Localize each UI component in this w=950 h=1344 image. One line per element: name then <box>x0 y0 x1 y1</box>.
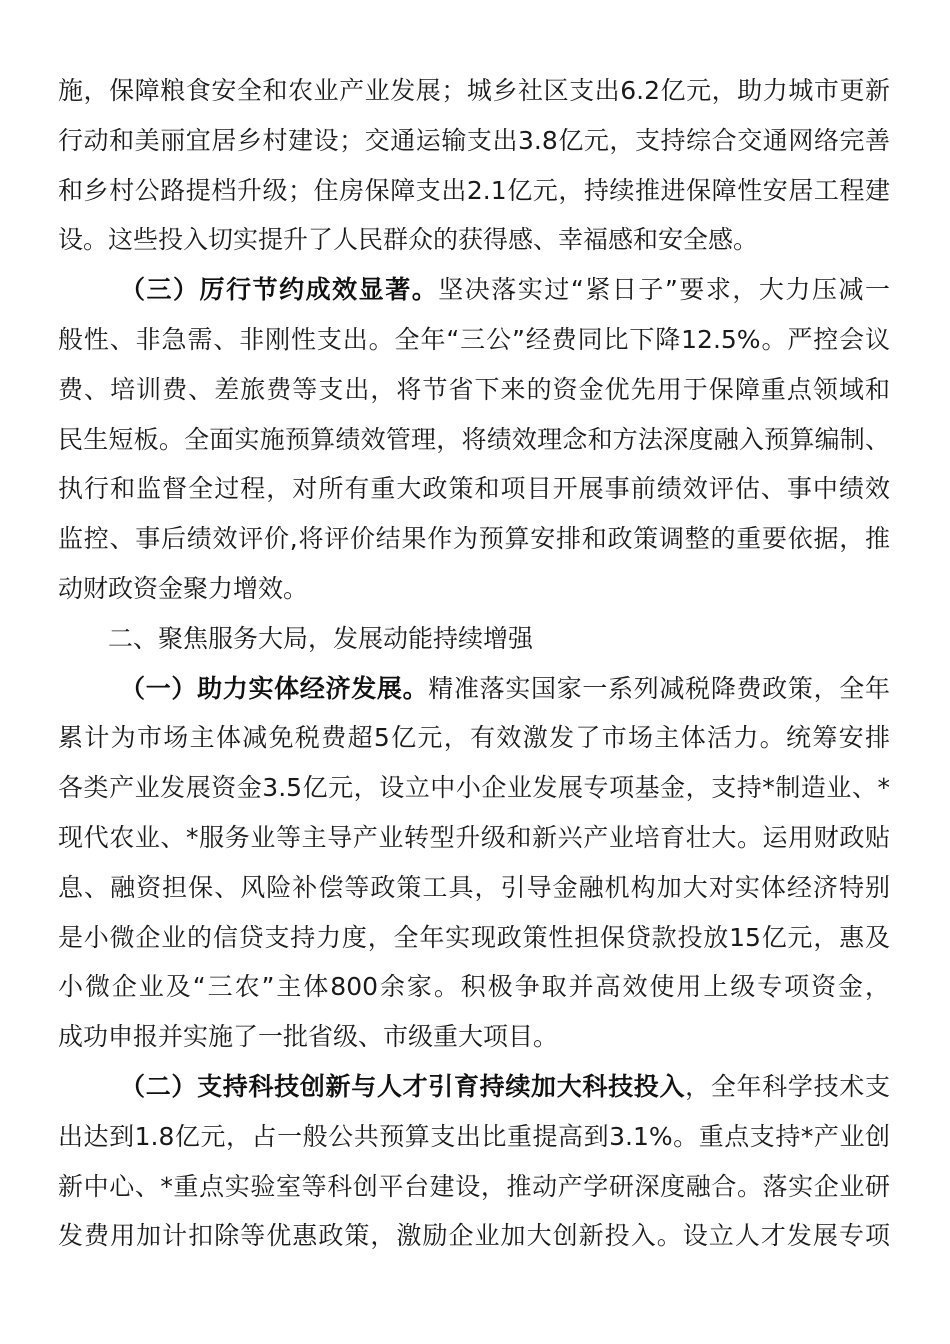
text-line: 设。这些投入切实提升了人民群众的获得感、幸福感和安全感。 <box>58 225 759 255</box>
text-run: 精准落实国家一系列减税降费政策，全年 <box>428 673 890 703</box>
text-line: 各类产业发展资金3.5亿元，设立中小企业发展专项基金，支持*制造业、* <box>58 773 890 803</box>
paragraph-livelihood-spending <box>58 66 890 265</box>
text-run: ，全年科学技术支 <box>685 1071 890 1101</box>
paragraph-first-line <box>58 664 890 714</box>
document-page <box>58 66 890 1261</box>
subsection-heading: （一）助力实体经济发展。 <box>120 673 429 703</box>
text-line: 现代农业、*服务业等主导产业转型升级和新兴产业培育壮大。运用财政贴 <box>58 822 890 852</box>
paragraph-first-line <box>58 1062 890 1112</box>
text-line: 小微企业及“三农”主体800余家。积极争取并高效使用上级专项资金， <box>58 972 890 1002</box>
text-line: 息、融资担保、风险补偿等政策工具，引导金融机构加大对实体经济特别 <box>58 872 890 902</box>
text-run: 坚决落实过“紧日子”要求，大力压减一 <box>438 275 890 305</box>
paragraph-real-economy <box>58 664 890 1062</box>
section-heading <box>58 614 890 664</box>
text-line: 累计为市场主体减免税费超5亿元，有效激发了市场主体活力。统筹安排 <box>58 723 890 753</box>
text-line: 监控、事后绩效评价,将评价结果作为预算安排和政策调整的重要依据，推 <box>58 524 890 554</box>
text-line: 和乡村公路提档升级；住房保障支出2.1亿元，持续推进保障性安居工程建 <box>58 175 890 205</box>
text-line: 是小微企业的信贷支持力度，全年实现政策性担保贷款投放15亿元，惠及 <box>58 922 890 952</box>
subsection-heading: （三）厉行节约成效显著。 <box>120 275 439 305</box>
text-line: 施，保障粮食安全和农业产业发展；城乡社区支出6.2亿元，助力城市更新 <box>58 76 890 105</box>
paragraph-frugality <box>58 265 890 614</box>
text-line: 发费用加计扣除等优惠政策，激励企业加大创新投入。设立人才发展专项 <box>58 1221 890 1251</box>
text-line: 般性、非急需、非刚性支出。全年“三公”经费同比下降12.5%。严控会议 <box>58 324 890 354</box>
text-line: 出达到1.8亿元，占一般公共预算支出比重提高到3.1%。重点支持*产业创 <box>58 1121 890 1151</box>
text-line: 新中心、*重点实验室等科创平台建设，推动产学研深度融合。落实企业研 <box>58 1171 890 1201</box>
text-line: 民生短板。全面实施预算绩效管理，将绩效理念和方法深度融入预算编制、 <box>58 424 890 454</box>
text-line: 动财政资金聚力增效。 <box>58 573 309 603</box>
section-title: 二、聚焦服务大局，发展动能持续增强 <box>108 623 534 653</box>
paragraph-first-line <box>58 265 890 315</box>
text-line: 成功申报并实施了一批省级、市级重大项目。 <box>58 1022 559 1052</box>
text-line: 执行和监督全过程，对所有重大政策和项目开展事前绩效评估、事中绩效 <box>58 474 890 504</box>
paragraph-innovation <box>58 1062 890 1261</box>
subsection-heading: （二）支持科技创新与人才引育持续加大科技投入 <box>120 1071 686 1101</box>
text-line: 费、培训费、差旅费等支出，将节省下来的资金优先用于保障重点领域和 <box>58 374 890 404</box>
text-line: 行动和美丽宜居乡村建设；交通运输支出3.8亿元，支持综合交通网络完善 <box>58 125 890 155</box>
